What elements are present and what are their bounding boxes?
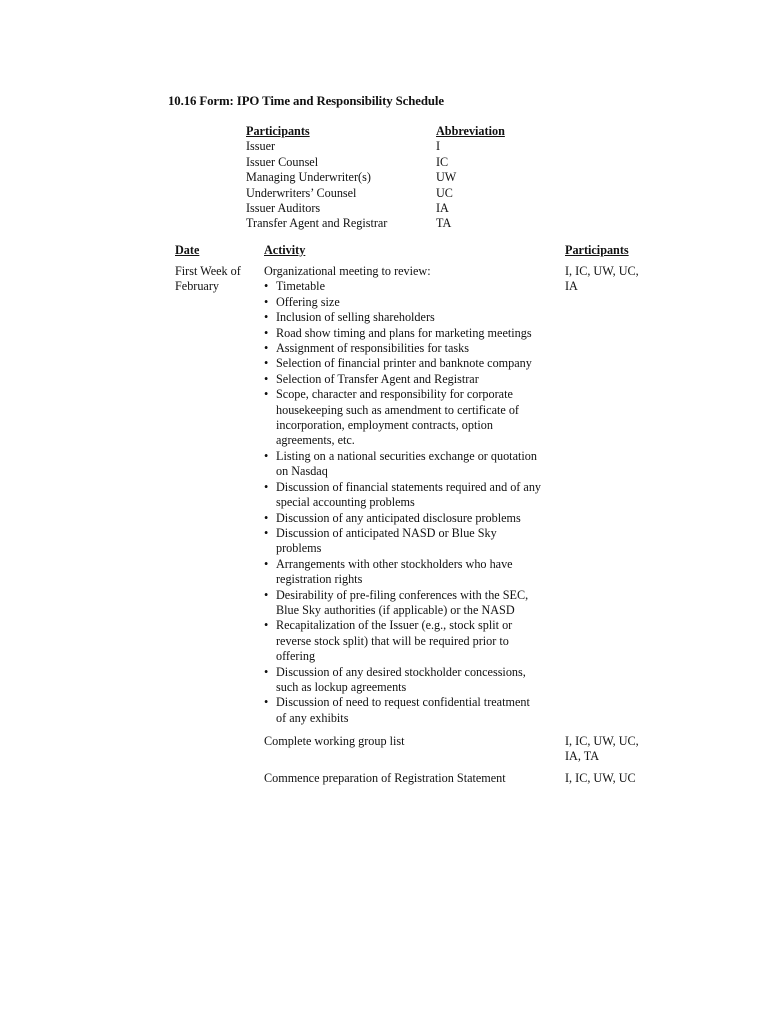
participant-name: Issuer xyxy=(246,139,276,154)
participant-row xyxy=(246,139,546,154)
participant-row xyxy=(246,155,546,170)
bullet-item: • Inclusion of selling shareholders xyxy=(264,310,554,325)
participants-column-header: Participants xyxy=(565,243,629,257)
participant-name: Transfer Agent and Registrar xyxy=(246,216,388,231)
participants-header: Participants xyxy=(246,124,310,138)
activity-bullet-list xyxy=(264,279,554,726)
date-line: First Week of xyxy=(175,264,241,278)
participant-row xyxy=(246,216,546,231)
activity-column-header: Activity xyxy=(264,243,306,257)
bullet-item: • Discussion of financial statements required and of any special accounting problems xyxy=(264,480,554,511)
bullet-item: • Desirability of pre-filing conferences with the SEC, Blue Sky authorities (if applicable) or the NASD xyxy=(264,588,554,619)
bullet-item: • Scope, character and responsibility for corporate housekeeping such as amendment to certificate of incorporation, employment contracts, option agreements, etc. xyxy=(264,387,554,449)
participant-name: Issuer Auditors xyxy=(246,201,321,216)
bullet-item: • Recapitalization of the Issuer (e.g., stock split or reverse stock split) that will be required prior to offering xyxy=(264,618,554,664)
participant-abbr: TA xyxy=(436,216,452,231)
date-line: February xyxy=(175,279,219,294)
participant-abbr: IA xyxy=(436,201,449,216)
participant-abbr: UC xyxy=(436,185,453,200)
participant-abbr: UW xyxy=(436,170,457,185)
bullet-item: • Timetable xyxy=(264,279,554,294)
entry-activity xyxy=(264,734,554,749)
bullet-item: • Selection of financial printer and banknote company xyxy=(264,356,554,371)
participants-table xyxy=(246,124,546,232)
entry-activity xyxy=(264,264,554,726)
participant-row xyxy=(246,186,546,201)
entry-participants xyxy=(565,771,655,786)
participant-name: Managing Underwriter(s) xyxy=(246,170,371,185)
date-column-header: Date xyxy=(175,243,200,257)
participant-abbr: I xyxy=(436,139,441,154)
entry-participants xyxy=(565,734,655,765)
participant-row xyxy=(246,170,546,185)
activity-intro: Organizational meeting to review: xyxy=(264,264,431,278)
participants-line: I, IC, UW, UC, xyxy=(565,264,639,278)
entry-activity xyxy=(264,771,554,786)
document-title: 10.16 Form: IPO Time and Responsibility Schedule xyxy=(168,94,444,108)
bullet-item: • Selection of Transfer Agent and Registrar xyxy=(264,372,554,387)
bullet-item: • Offering size xyxy=(264,295,554,310)
participant-name: Issuer Counsel xyxy=(246,154,319,169)
participants-line: I, IC, UW, UC, xyxy=(565,734,639,748)
bullet-item: • Arrangements with other stockholders who have registration rights xyxy=(264,557,554,588)
activity-intro: Complete working group list xyxy=(264,734,405,748)
bullet-item: • Discussion of need to request confidential treatment of any exhibits xyxy=(264,695,554,726)
bullet-item: • Listing on a national securities exchange or quotation on Nasdaq xyxy=(264,449,554,480)
participants-line: I, IC, UW, UC xyxy=(565,771,636,785)
participants-line: IA, TA xyxy=(565,749,600,764)
abbreviation-header: Abbreviation xyxy=(436,124,505,138)
participants-line: IA xyxy=(565,279,578,294)
bullet-item: • Road show timing and plans for marketing meetings xyxy=(264,326,554,341)
participant-name: Underwriters’ Counsel xyxy=(246,185,357,200)
activity-intro: Commence preparation of Registration Statement xyxy=(264,771,506,785)
bullet-item: • Discussion of anticipated NASD or Blue Sky problems xyxy=(264,526,554,557)
bullet-item: • Discussion of any anticipated disclosure problems xyxy=(264,511,554,526)
bullet-item: • Assignment of responsibilities for tasks xyxy=(264,341,554,356)
participant-abbr: IC xyxy=(436,154,449,169)
participant-row xyxy=(246,201,546,216)
entry-participants xyxy=(565,264,655,295)
bullet-item: • Discussion of any desired stockholder concessions, such as lockup agreements xyxy=(264,665,554,696)
participants-header-row xyxy=(246,124,546,139)
entry-date xyxy=(175,264,260,295)
